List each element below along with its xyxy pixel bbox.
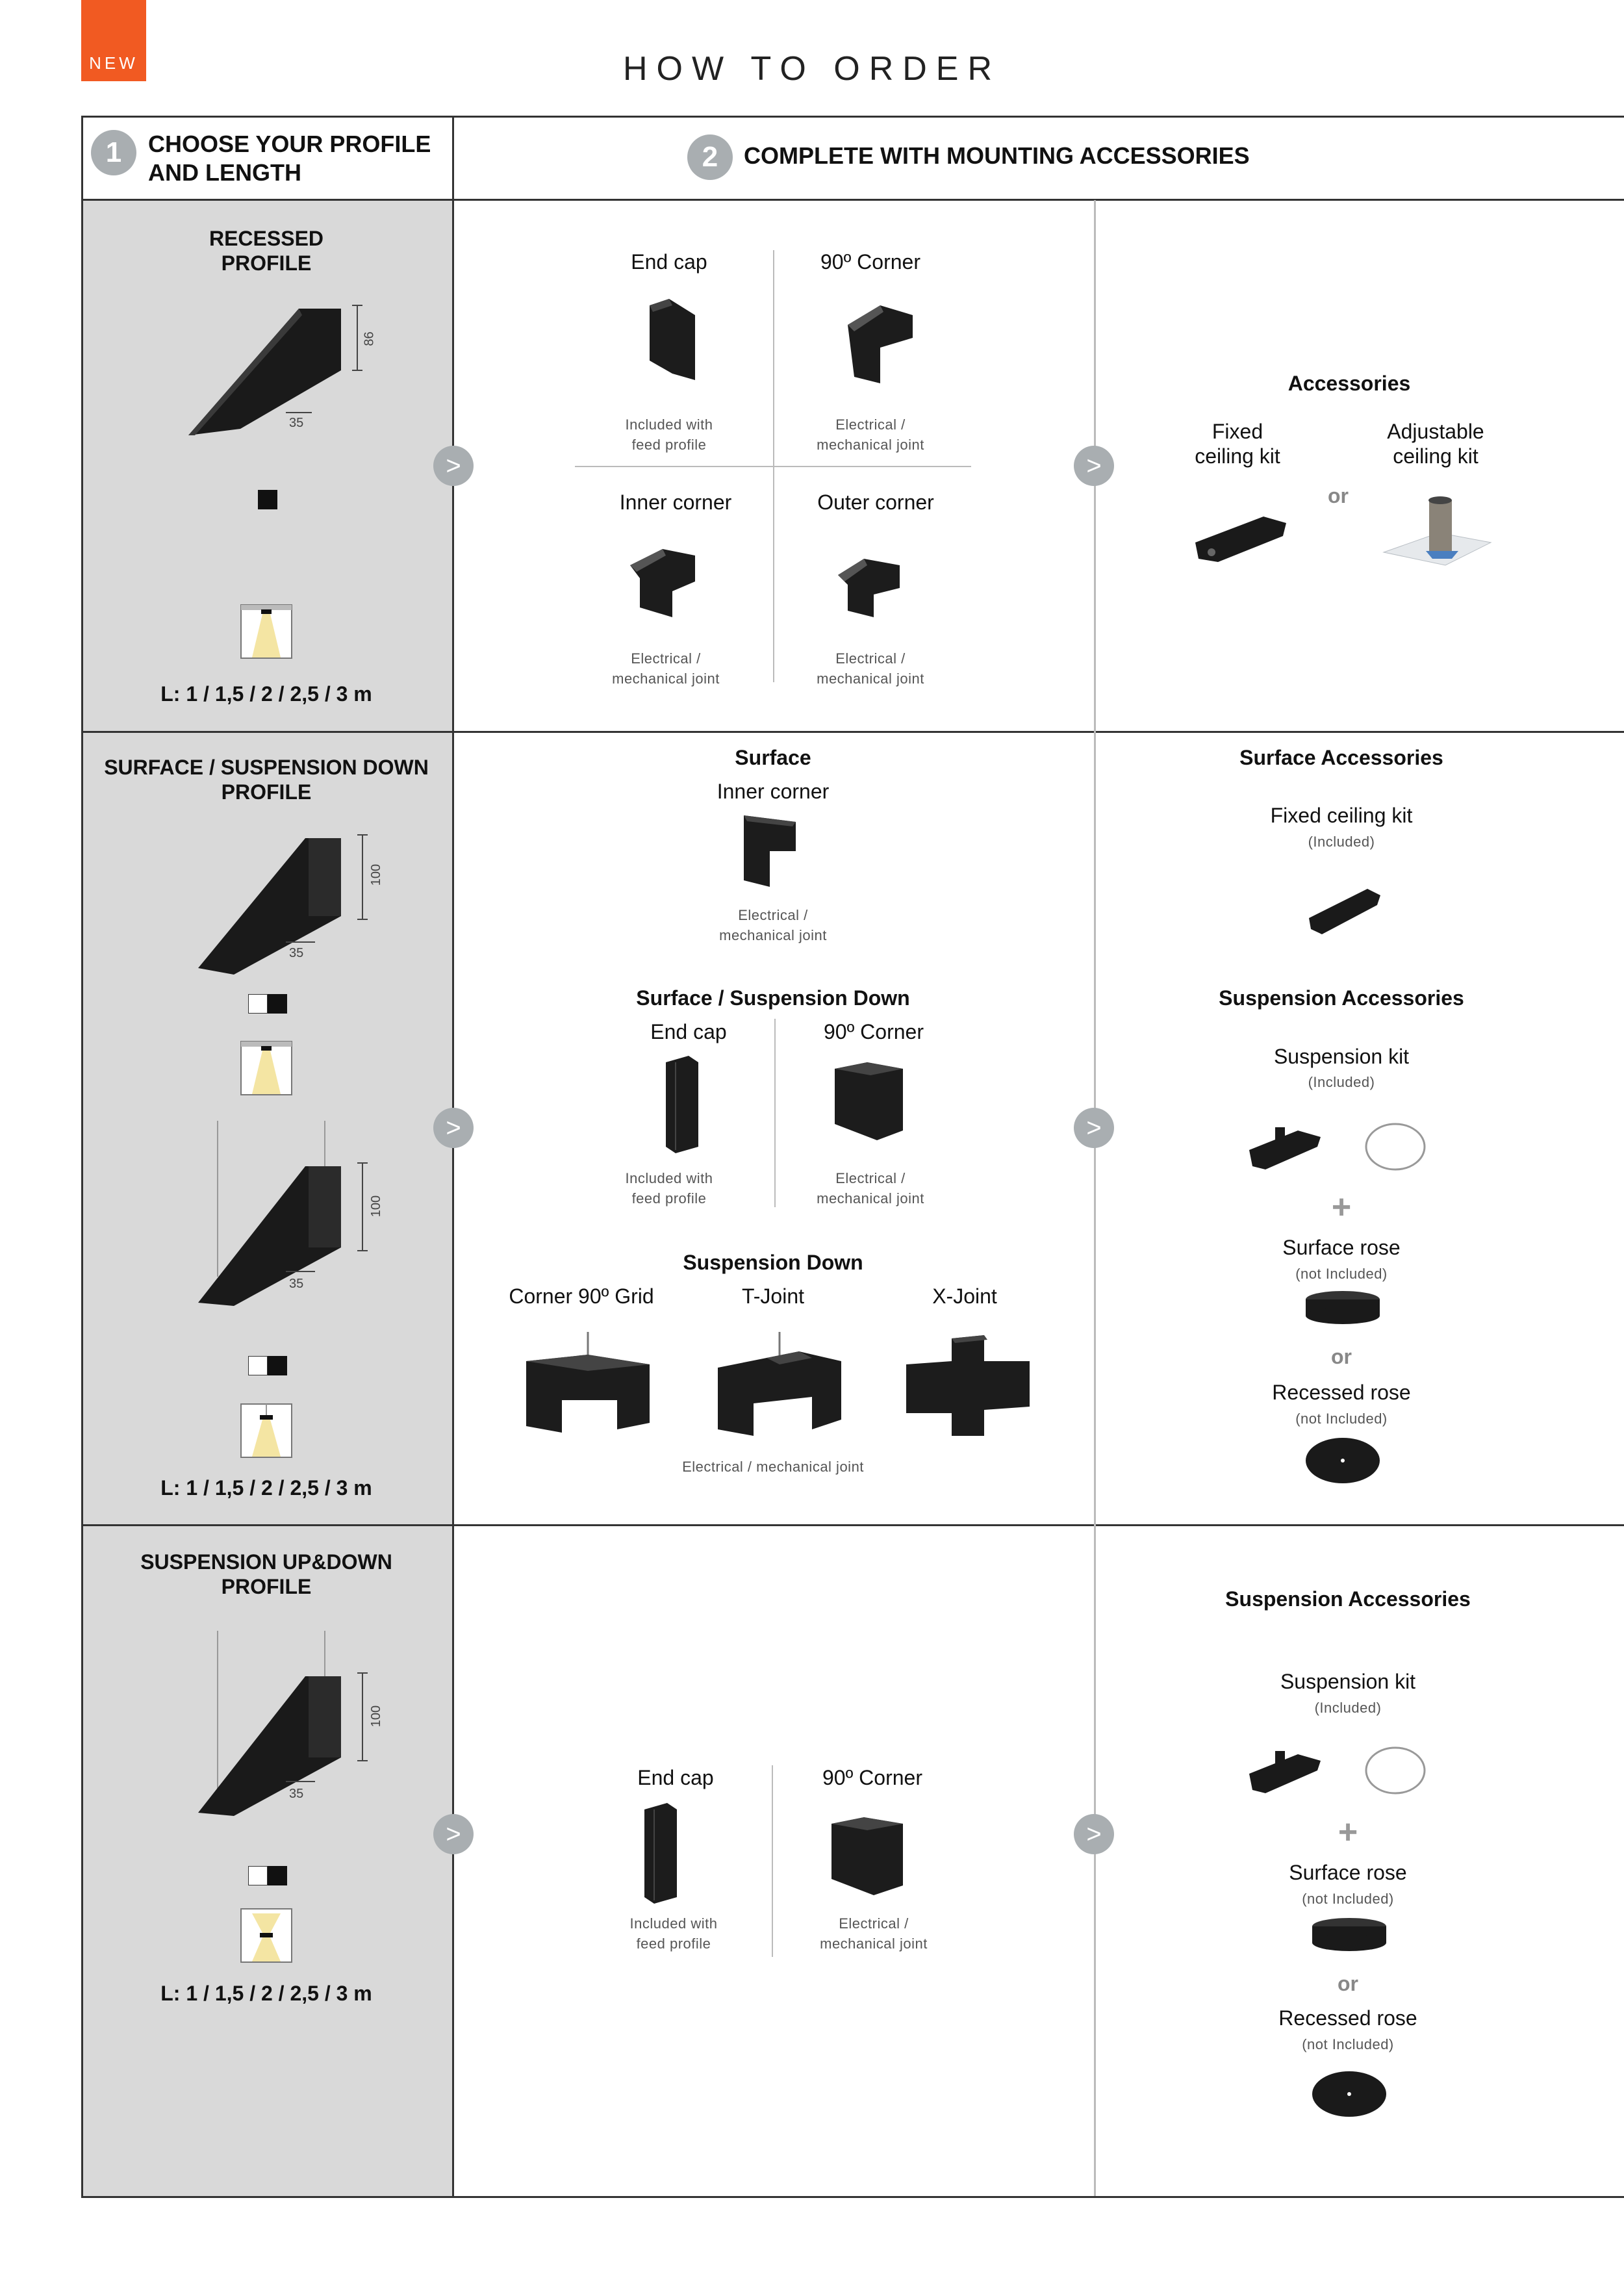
end-cap-note: [585, 1168, 754, 1208]
accessories-title: Accessories: [1288, 372, 1411, 395]
recessed-rose-image: [1304, 1436, 1381, 1485]
inner-corner-note: [581, 648, 750, 689]
end-cap-note: [585, 415, 754, 455]
corner-90-image: [841, 299, 919, 387]
note-line2: feed profile: [631, 437, 707, 453]
label-line1: Adjustable: [1387, 420, 1484, 443]
connectors-hline: [575, 466, 971, 467]
suspension-kit-note: (Included): [1314, 1700, 1382, 1716]
outer-corner-label: Outer corner: [817, 491, 934, 514]
end-cap-label: End cap: [637, 1766, 714, 1789]
profile-title-line1: RECESSED: [209, 227, 324, 250]
corner-90-label: 90º Corner: [820, 250, 920, 274]
surface-rose-label: Surface rose: [1282, 1236, 1401, 1259]
accessories-divider: [1094, 200, 1096, 2196]
suspension-kit-label: Suspension kit: [1273, 1045, 1410, 1068]
note-line2: mechanical joint: [719, 927, 827, 943]
suspension-down-title: Suspension Down: [683, 1251, 863, 1274]
surface-suspension-title: Surface / Suspension Down: [636, 986, 910, 1010]
note-line2: feed profile: [636, 1935, 711, 1952]
note-line2: mechanical joint: [817, 671, 924, 687]
fixed-ceiling-kit-image: [1306, 882, 1384, 934]
corner-grid-image: [523, 1332, 653, 1433]
note-line1: Electrical /: [835, 650, 906, 667]
end-cap-image: [663, 1056, 702, 1153]
inner-corner-label: Inner corner: [619, 491, 732, 514]
surface-title: Surface: [735, 746, 811, 769]
suspension-kit-image: [1246, 1118, 1441, 1176]
note-line1: Electrical /: [835, 416, 906, 433]
t-joint-image: [715, 1332, 844, 1436]
fixed-ceiling-kit-label: Fixed ceiling kit: [1270, 804, 1413, 827]
step-2-title: COMPLETE WITH MOUNTING ACCESSORIES: [744, 142, 1250, 169]
suspension-kit-label: Suspension kit: [1280, 1670, 1416, 1693]
profile-title-line2: PROFILE: [221, 1575, 312, 1598]
recessed-profile-title: [81, 226, 451, 275]
recessed-rose-note: (not Included): [1295, 1411, 1388, 1427]
length-options: L: 1 / 1,5 / 2 / 2,5 / 3 m: [160, 1476, 372, 1500]
light-emission-icon: [240, 604, 292, 659]
suspension-updown-profile-title: [81, 1550, 451, 1599]
suspension-down-note: Electrical / mechanical joint: [682, 1459, 864, 1475]
width-dimension: 35: [289, 416, 304, 430]
surface-rose-note: (not Included): [1295, 1266, 1388, 1282]
outer-corner-note: [786, 648, 955, 689]
note-line1: Electrical /: [839, 1915, 909, 1932]
next-arrow-2: >: [1074, 446, 1114, 486]
surface-inner-corner-image: [741, 812, 806, 887]
outer-corner-image: [835, 549, 906, 620]
suspension-kit-note: (Included): [1308, 1074, 1375, 1090]
surface-rose-image: [1304, 1290, 1381, 1329]
color-swatch-white-black: [248, 1356, 287, 1375]
corner-grid-label: Corner 90º Grid: [509, 1284, 654, 1308]
width-dimension: 35: [289, 946, 304, 960]
corner-90-note: [786, 1168, 955, 1208]
page-title: HOW TO ORDER: [622, 50, 1002, 88]
color-swatch-black: [258, 490, 277, 509]
column-divider: [452, 116, 454, 2198]
or-text: or: [1338, 1972, 1358, 1995]
table-left-border: [81, 116, 83, 2198]
note-line2: mechanical joint: [820, 1935, 928, 1952]
next-arrow-3: >: [433, 1108, 474, 1148]
end-cap-image: [641, 1803, 680, 1904]
step-2-circle: 2: [687, 134, 733, 180]
light-emission-down-icon: [240, 1041, 292, 1095]
surface-rose-image: [1311, 1917, 1388, 1956]
connectors-vline-3: [772, 1765, 773, 1957]
note-line1: Electrical /: [738, 907, 808, 923]
surface-inner-corner-label: Inner corner: [717, 780, 830, 803]
table-bottom-border: [81, 2196, 1624, 2198]
suspension-accessories-title: Suspension Accessories: [1219, 986, 1464, 1010]
end-cap-label: End cap: [650, 1020, 727, 1043]
x-joint-image: [903, 1332, 1033, 1436]
next-arrow-5: >: [433, 1814, 474, 1854]
note-line1: Included with: [625, 416, 713, 433]
plus-sign: +: [1338, 1813, 1358, 1851]
corner-90-note: [789, 1913, 958, 1954]
note-line2: mechanical joint: [817, 437, 924, 453]
note-line2: feed profile: [631, 1190, 707, 1207]
recessed-rose-note: (not Included): [1302, 2036, 1394, 2052]
row1-bottom-border: [81, 731, 1624, 733]
label-line2: ceiling kit: [1195, 444, 1280, 468]
inner-corner-image: [624, 536, 708, 620]
suspension-kit-image: [1246, 1741, 1441, 1800]
light-emission-updown-icon: [240, 1908, 292, 1963]
plus-sign: +: [1331, 1188, 1352, 1226]
row2-bottom-border: [81, 1524, 1624, 1526]
corner-90-note: [786, 415, 955, 455]
note-line1: Electrical /: [631, 650, 701, 667]
corner-90-label: 90º Corner: [822, 1766, 922, 1789]
t-joint-label: T-Joint: [741, 1284, 805, 1308]
end-cap-label: End cap: [631, 250, 707, 274]
label-line1: Fixed: [1212, 420, 1263, 443]
step-1-title-line2: AND LENGTH: [148, 159, 301, 186]
next-arrow-4: >: [1074, 1108, 1114, 1148]
height-dimension: 100: [369, 1195, 384, 1218]
note-line2: mechanical joint: [817, 1190, 924, 1207]
length-options: L: 1 / 1,5 / 2 / 2,5 / 3 m: [160, 682, 372, 706]
adjustable-ceiling-kit-label: [1345, 419, 1527, 468]
corner-90-image: [831, 1059, 909, 1143]
surface-rose-note: (not Included): [1302, 1891, 1394, 1907]
end-cap-image: [643, 296, 702, 383]
profile-title-line1: SURFACE / SUSPENSION DOWN: [104, 756, 429, 779]
fixed-ceiling-kit-note: (Included): [1308, 834, 1375, 850]
profile-title-line2: PROFILE: [221, 780, 312, 804]
profile-title-line1: SUSPENSION UP&DOWN: [140, 1550, 392, 1574]
width-dimension: 35: [289, 1787, 304, 1801]
step-1-circle: 1: [91, 130, 136, 175]
surface-inner-corner-note: [689, 905, 857, 945]
surface-profile-title: [81, 755, 451, 804]
header-bottom-border: [81, 199, 1624, 201]
or-text: or: [1328, 484, 1349, 507]
corner-90-label: 90º Corner: [824, 1020, 924, 1043]
table-top-border: [81, 116, 1624, 118]
note-line2: mechanical joint: [612, 671, 720, 687]
corner-90-image: [828, 1814, 909, 1898]
height-dimension: 100: [369, 1705, 384, 1728]
fixed-ceiling-kit-label: [1147, 419, 1328, 468]
height-dimension: 86: [362, 331, 377, 346]
width-dimension: 35: [289, 1277, 304, 1291]
recessed-rose-image: [1311, 2069, 1388, 2118]
adjustable-ceiling-kit-image: [1380, 494, 1494, 568]
color-swatch-white-black: [248, 1866, 287, 1885]
color-swatch-white-black: [248, 994, 287, 1014]
x-joint-label: X-Joint: [932, 1284, 997, 1308]
height-dimension: 100: [369, 863, 384, 886]
profile-title-line2: PROFILE: [221, 251, 312, 275]
step-1-title-line1: CHOOSE YOUR PROFILE: [148, 131, 431, 157]
recessed-profile-image: [182, 299, 390, 442]
fixed-ceiling-kit-image: [1192, 504, 1289, 568]
note-line1: Included with: [629, 1915, 718, 1932]
note-line1: Included with: [625, 1170, 713, 1186]
label-line2: ceiling kit: [1393, 444, 1478, 468]
recessed-rose-label: Recessed rose: [1278, 2006, 1417, 2030]
step-1-title: [148, 130, 431, 187]
suspension-accessories-title: Suspension Accessories: [1225, 1587, 1471, 1611]
length-options: L: 1 / 1,5 / 2 / 2,5 / 3 m: [160, 1982, 372, 2005]
surface-rose-label: Surface rose: [1289, 1861, 1407, 1884]
recessed-rose-label: Recessed rose: [1272, 1381, 1411, 1404]
new-badge: NEW: [81, 0, 146, 81]
surface-accessories-title: Surface Accessories: [1239, 746, 1443, 769]
next-arrow-1: >: [433, 446, 474, 486]
light-emission-down-icon: [240, 1403, 292, 1458]
or-text: or: [1331, 1345, 1352, 1368]
next-arrow-6: >: [1074, 1814, 1114, 1854]
end-cap-note: [589, 1913, 758, 1954]
connectors-vline-2: [774, 1019, 776, 1207]
note-line1: Electrical /: [835, 1170, 906, 1186]
